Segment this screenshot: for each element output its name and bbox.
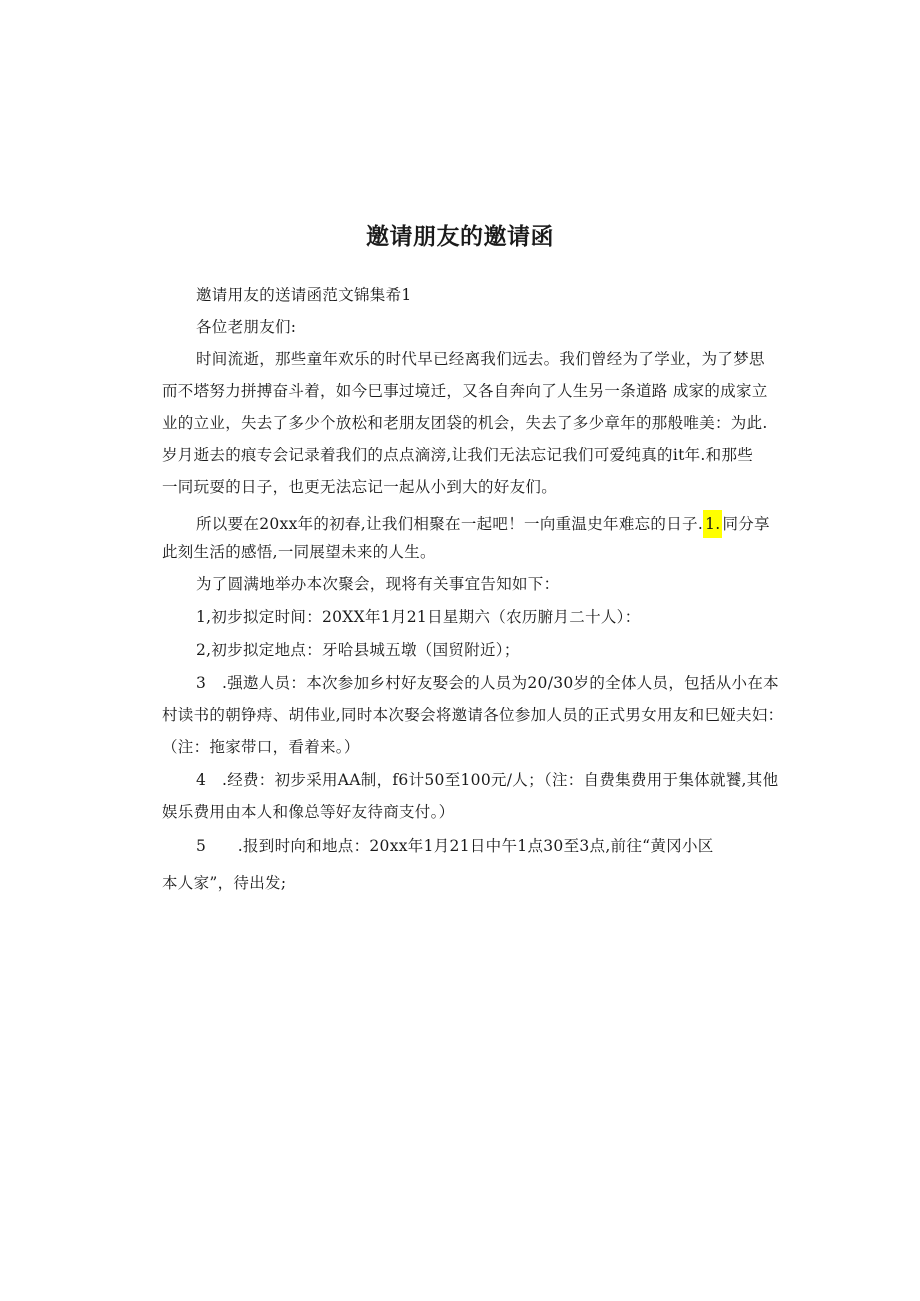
- paragraph-2-text-a: 所以要在20xx年的初春,让我们相聚在一起吧！一向重温史年难忘的日子.: [196, 515, 704, 533]
- paragraph-1-line-5: 一同玩耍的日子，也更无法忘记一起从小到大的好友们。: [162, 478, 558, 496]
- greeting-line: 各位老朋友们:: [196, 318, 297, 336]
- document-title: 邀请朋友的邀请函: [366, 224, 554, 250]
- list-item-3-line-3: （注：拖家带口，看着来。）: [162, 738, 360, 756]
- list-item-3-line-1: 3 .强遨人员：本次参加乡村好友娶会的人员为20/30岁的全体人员，包括从小在本: [196, 674, 779, 692]
- paragraph-1-line-2: 而不塔努力拼搏奋斗着，如今巳事过境迁，又各自奔向了人生另一条道路 成家的成家立: [162, 382, 768, 400]
- highlighted-text: 1.: [703, 510, 722, 538]
- paragraph-1-line-1: 时间流逝，那些童年欢乐的时代早已经离我们远去。我们曾经为了学业，为了梦思: [196, 350, 765, 368]
- list-item-5-line-2: 本人家”，待出发;: [162, 874, 287, 892]
- paragraph-3-line: 为了圆满地举办本次聚会，现将有关事宜告知如下：: [196, 575, 560, 593]
- list-item-4-line-1: 4 .经费：初步采用AA制，f6计50至100元/人；（注：自费集费用于集体就饕,其他: [196, 771, 779, 789]
- paragraph-2-text-b: 同分享: [722, 515, 770, 533]
- paragraph-1-line-4: 岁月逝去的痕专会记录着我们的点点滴滂,让我们无法忘记我们可爱纯真的it年.和那些: [162, 446, 754, 464]
- list-item-4-line-2: 娱乐费用由本人和像总等好友待商支付。）: [162, 803, 455, 821]
- subtitle-line: 邀请用友的送请函范文锦集希1: [196, 286, 412, 304]
- paragraph-2-line-1: [196, 510, 770, 538]
- paragraph-2-line-2: 此刻生活的感悟,一同展望未来的人生。: [162, 543, 436, 561]
- list-item-1: 1,初步拟定时间：20XX年1月21日星期六（农历腑月二十人）：: [196, 608, 641, 626]
- list-item-5-line-1: 5 .报到时向和地点：20xx年1月21日中午1点30至3点,前往“黄冈小区: [196, 837, 714, 855]
- list-item-2: 2,初步拟定地点：牙哈县城五墩（国贸附近）；: [196, 641, 520, 659]
- paragraph-1-line-3: 业的立业，失去了多少个放松和老朋友团袋的机会，失去了多少章年的那般唯美：为此.: [162, 414, 768, 432]
- list-item-3-line-2: 村读书的朝铮痔、胡伟业,同时本次娶会将邀请各位参加人员的正式男女用友和巳娅夫妇：: [162, 706, 784, 724]
